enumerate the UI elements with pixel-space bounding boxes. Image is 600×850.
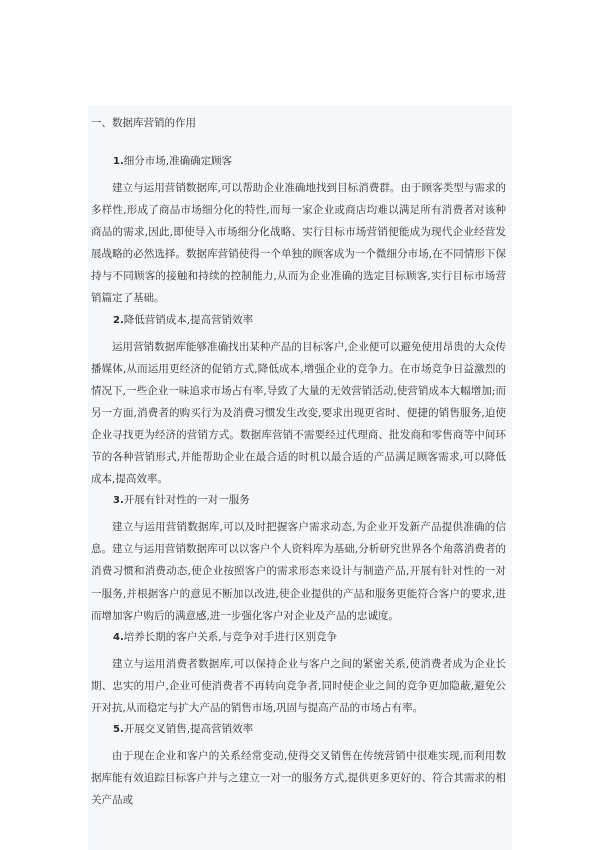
subheading-text: 培养长期的客户关系,与竞争对手进行区别竞争 <box>123 630 338 643</box>
subheading-number: 3. <box>113 495 124 507</box>
section-item-2 <box>88 313 512 494</box>
subheading-text: 开展交叉销售,提高营销效率 <box>123 722 254 735</box>
subheading <box>113 154 512 169</box>
subheading-text: 开展有针对性的一对一服务 <box>123 494 250 507</box>
subheading <box>113 630 512 645</box>
subheading-text: 降低营销成本,提高营销效率 <box>123 313 254 326</box>
subheading-number: 5. <box>113 723 124 735</box>
subheading-number: 2. <box>113 314 124 326</box>
subheading-text: 细分市场,准确确定顾客 <box>123 155 233 167</box>
subheading <box>113 722 512 737</box>
paragraph: 由于现在企业和客户的关系经常变动,使得交叉销售在传统营销中很难实现,而利用数据库能有效追踪目标客户并与之建立一对一的服务方式,提供更多更好的、符合其需求的相关产品或 <box>91 749 506 807</box>
subheading-number: 4. <box>113 631 124 643</box>
paragraph: 运用营销数据库能够准确找出某种产品的目标客户,企业便可以避免使用昂贵的大众传播媒体,从而运用更经济的促销方式,降低成本,增强企业的竞争力。在市场竞争日益激烈的情况下,一些企业一味追求市场占有率,导致了大量的无效营销活动,使营销成本大幅增加;而另一方面,消费者的购买行为及消费习惯发生改变,要求出现更省时、便捷的销售服务,迫使企业寻找更为经济的营销方式。数据库营销不需要经过代理商、批发商和零售商等中间环节的各种营销形式,并能帮助企业在最合适的时机以最合适的产品满足顾客需求,可以降低成本,提高效率。 <box>91 340 506 486</box>
paragraph: 建立与运用营销数据库,可以及时把握客户需求动态,为企业开发新产品提供准确的信息。建立与运用营销数据库可以以客户个人资料库为基础,分析研究世界各个角落消费者的消费习惯和消费动态,使企业按照客户的需求形态来设计与制造产品,开展有针对性的一对一服务,并根据客户的意见不断加以改进,使企业提供的产品和服务更能符合客户的要求,进而增加客户购后的满意感,进一步强化客户对企业及产品的忠诚度。 <box>91 521 506 622</box>
section-item-3 <box>88 493 512 629</box>
subheading-number: 1. <box>113 156 124 167</box>
section-item-1 <box>88 154 512 313</box>
document-page <box>88 106 512 850</box>
section-item-5 <box>88 722 512 811</box>
section-title: 一、数据库营销的作用 <box>91 117 196 129</box>
subheading <box>113 313 512 328</box>
paragraph: 建立与运用营销数据库,可以帮助企业准确地找到目标消费群。由于顾客类型与需求的多样性,形成了商品市场细分化的特性,而每一家企业或商店均难以满足所有消费者对该种商品的需求,因此,即使导入市场细分化战略、实行目标市场营销便能成为现代企业经营发展战略的必然选择。数据库营销使得一个单独的顾客成为一个微细分市场,在不同情形下保持与不同顾客的接触和持续的控制能力,从而为企业准确的选定目标顾客,实行目标市场营销篇定了基础。 <box>91 182 506 305</box>
paragraph: 建立与运用消费者数据库,可以保持企业与客户之间的紧密关系,使消费者成为企业长期、忠实的用户,企业可使消费者不再转向竞争者,同时使企业之间的竞争更加隐蔽,避免公开对抗,从而稳定与扩大产品的销售市场,巩固与提高产品的市场占有率。 <box>91 657 506 714</box>
section-item-4 <box>88 630 512 722</box>
subheading <box>113 493 512 508</box>
